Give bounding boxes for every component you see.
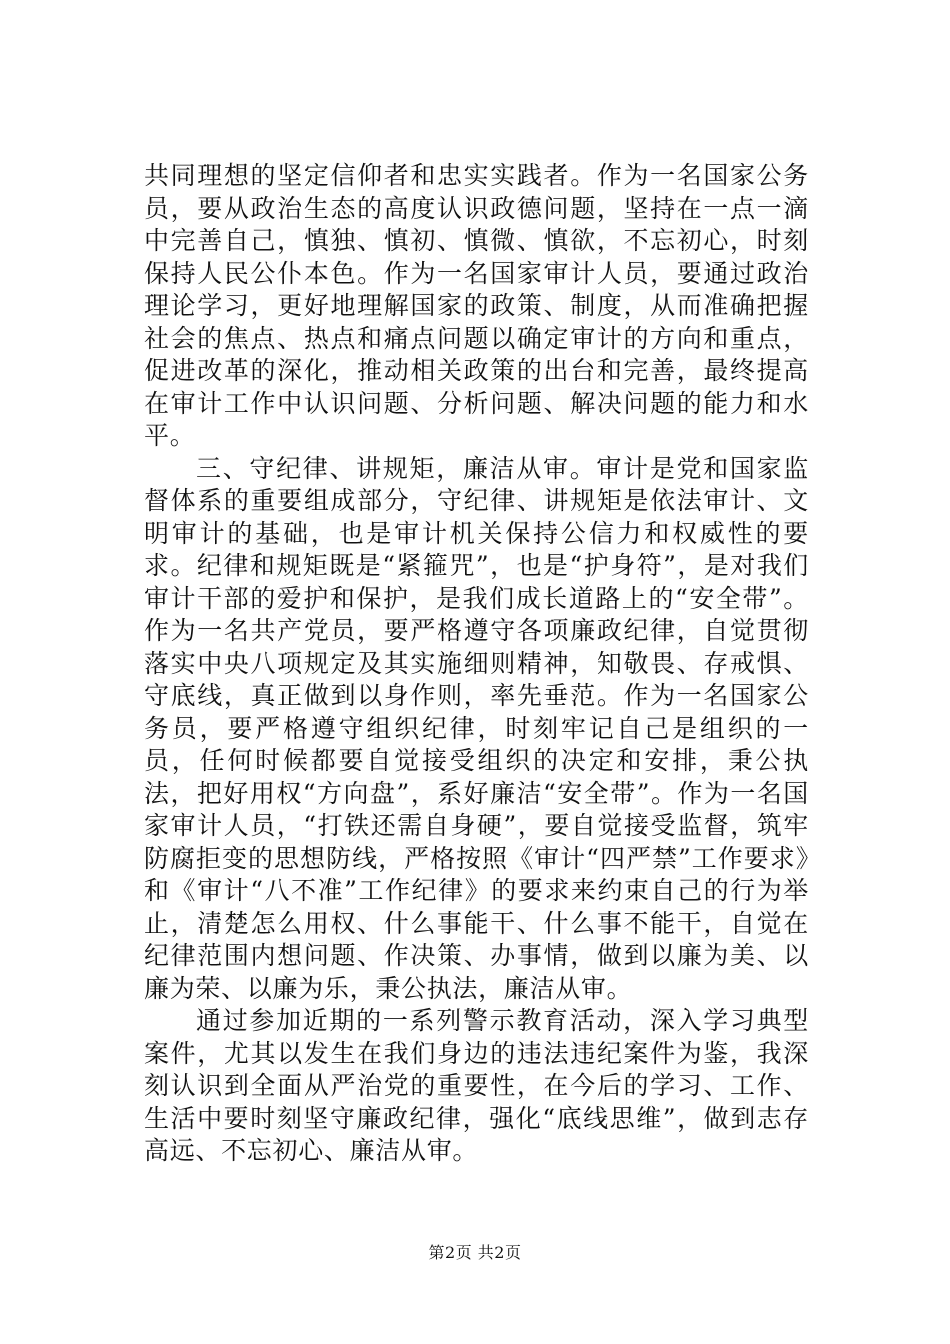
document-body [144,160,809,1168]
page-number-footer: 第2页 共2页 [428,1243,522,1262]
paragraph-3: 通过参加近期的一系列警示教育活动，深入学习典型案件，尤其以发生在我们身边的违法违纪案件为鉴，我深刻认识到全面从严治党的重要性，在今后的学习、工作、生活中要时刻坚守廉政纪律，强化“底线思维”，做到志存高远、不忘初心、廉洁从审。 [144,1006,809,1165]
paragraph-1: 共同理想的坚定信仰者和忠实实践者。作为一名国家公务员，要从政治生态的高度认识政德问题，坚持在一点一滴中完善自己，慎独、慎初、慎微、慎欲，不忘初心，时刻保持人民公仆本色。作为一名国家审计人员，要通过政治理论学习，更好地理解国家的政策、制度，从而准确把握社会的焦点、热点和痛点问题以确定审计的方向和重点，促进改革的深化，推动相关政策的出台和完善，最终提高在审计工作中认识问题、分析问题、解决问题的能力和水平。 [144,161,809,450]
paragraph-2: 三、守纪律、讲规矩，廉洁从审。审计是党和国家监督体系的重要组成部分，守纪律、讲规矩是依法审计、文明审计的基础，也是审计机关保持公信力和权威性的要求。纪律和规矩既是“紧箍咒”，也是“护身符”，是对我们审计干部的爱护和保护，是我们成长道路上的“安全带”。作为一名共产党员，要严格遵守各项廉政纪律，自觉贯彻落实中央八项规定及其实施细则精神，知敬畏、存戒惧、守底线，真正做到以身作则，率先垂范。作为一名国家公务员，要严格遵守组织纪律，时刻牢记自己是组织的一员，任何时候都要自觉接受组织的决定和安排，秉公执法，把好用权“方向盘”，系好廉洁“安全带”。作为一名国家审计人员，“打铁还需自身硬”，要自觉接受监督，筑牢防腐拒变的思想防线，严格按照《审计“四严禁”工作要求》和《审计“八不准”工作纪律》的要求来约束自己的行为举止，清楚怎么用权、什么事能干、什么事不能干，自觉在纪律范围内想问题、作决策、办事情，做到以廉为美、以廉为荣、以廉为乐，秉公执法，廉洁从审。 [144,453,809,1003]
